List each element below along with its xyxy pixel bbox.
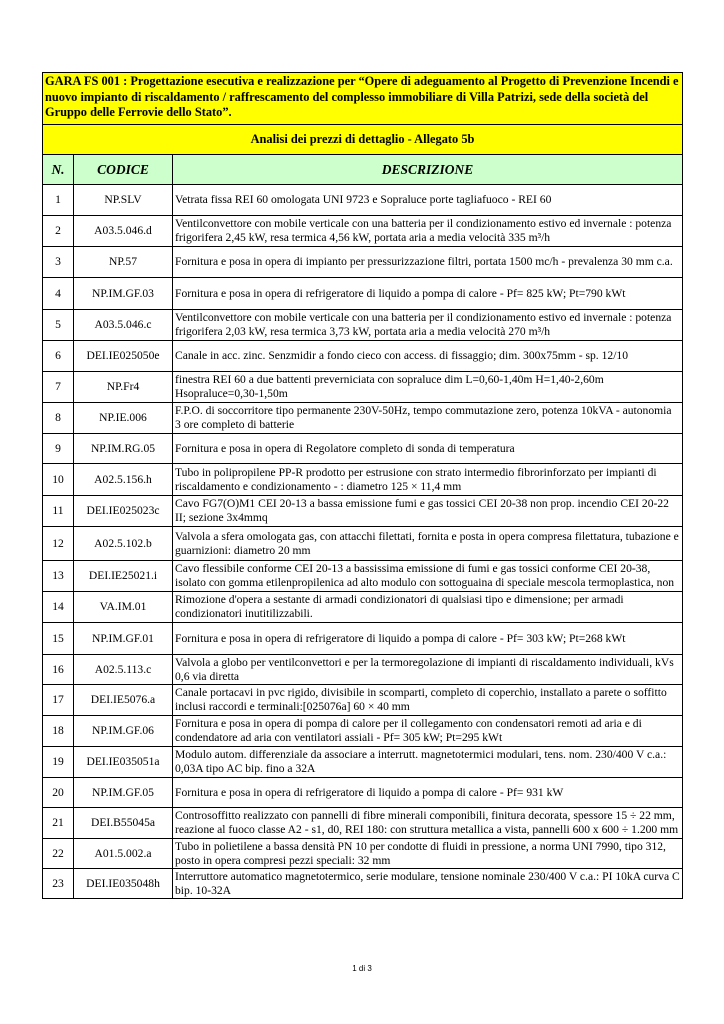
item-description: Cavo flessibile conforme CEI 20-13 a bassissima emissione di fumi e gas tossici conforme CEI 20-38, isolato con gomma etilenpropilenica ad alto modulo con sottoguaina di speciale mescola termoplastica, non xyxy=(173,561,683,592)
item-code: A02.5.113.c xyxy=(74,655,173,685)
item-description: Modulo autom. differenziale da associare a interrutt. magnetotermici modulari, tens. nom. 230/400 V c.a.: 0,03A tipo AC bip. fino a 32A xyxy=(173,747,683,778)
item-code: A02.5.102.b xyxy=(74,527,173,561)
item-code: DEI.IE035048h xyxy=(74,869,173,899)
document-title: GARA FS 001 : Progettazione esecutiva e realizzazione per “Opere di adeguamento al Progetto di Prevenzione Incendi e nuovo impianto di riscaldamento / raffrescamento del complesso immobiliare di Villa Patrizi, sede della società del Gruppo delle Ferrovie dello Stato”. xyxy=(43,73,683,125)
item-code: A03.5.046.d xyxy=(74,216,173,247)
table-row xyxy=(43,310,683,341)
row-number: 17 xyxy=(43,685,74,716)
table-row xyxy=(43,185,683,216)
item-description: Fornitura e posa in opera di refrigeratore di liquido a pompa di calore - Pf= 825 kW; Pt=790 kWt xyxy=(173,278,683,310)
row-number: 14 xyxy=(43,592,74,623)
row-number: 20 xyxy=(43,778,74,808)
table-row xyxy=(43,434,683,464)
row-number: 6 xyxy=(43,341,74,372)
item-code: DEI.IE025050e xyxy=(74,341,173,372)
row-number: 4 xyxy=(43,278,74,310)
table-row xyxy=(43,655,683,685)
row-number: 23 xyxy=(43,869,74,899)
item-code: VA.IM.01 xyxy=(74,592,173,623)
item-code: DEI.IE025023c xyxy=(74,496,173,527)
table-row xyxy=(43,623,683,655)
row-number: 7 xyxy=(43,372,74,403)
item-description: Controsoffitto realizzato con pannelli di fibre minerali componibili, finitura decorata, spessore 15 ÷ 22 mm, reazione al fuoco classe A2 - s1, d0, REI 180: con struttura metallica a vista, pannelli 600 x 600 ÷ 1.200 mm xyxy=(173,808,683,839)
item-code: NP.57 xyxy=(74,247,173,278)
item-code: A01.5.002.a xyxy=(74,839,173,869)
table-row xyxy=(43,561,683,592)
item-description: F.P.O. di soccorritore tipo permanente 230V-50Hz, tempo commutazione zero, potenza 10kVA - autonomia 3 ore completo di batterie xyxy=(173,403,683,434)
row-number: 2 xyxy=(43,216,74,247)
row-number: 15 xyxy=(43,623,74,655)
item-code: NP.IM.GF.06 xyxy=(74,716,173,747)
table-row xyxy=(43,496,683,527)
row-number: 10 xyxy=(43,464,74,496)
item-description: Cavo FG7(O)M1 CEI 20-13 a bassa emissione fumi e gas tossici CEI 20-38 non prop. incendio CEI 20-22 II; sezione 3x4mmq xyxy=(173,496,683,527)
row-number: 9 xyxy=(43,434,74,464)
row-number: 5 xyxy=(43,310,74,341)
row-number: 19 xyxy=(43,747,74,778)
item-description: Fornitura e posa in opera di refrigeratore di liquido a pompa di calore - Pf= 931 kW xyxy=(173,778,683,808)
item-code: NP.IM.GF.05 xyxy=(74,778,173,808)
price-analysis-table xyxy=(42,72,683,899)
item-code: A02.5.156.h xyxy=(74,464,173,496)
table-row xyxy=(43,592,683,623)
table-row xyxy=(43,278,683,310)
item-code: NP.IM.GF.03 xyxy=(74,278,173,310)
table-row xyxy=(43,747,683,778)
item-description: Fornitura e posa in opera di pompa di calore per il collegamento con condensatori remoti ad aria e di condendatore ad aria con ventilatori assiali - Pf= 305 kW; Pt=295 kWt xyxy=(173,716,683,747)
item-description: Vetrata fissa REI 60 omologata UNI 9723 e Sopraluce porte tagliafuoco - REI 60 xyxy=(173,185,683,216)
table-row xyxy=(43,403,683,434)
item-description: Interruttore automatico magnetotermico, serie modulare, tensione nominale 230/400 V c.a.: PI 10kA curva C bip. 10-32A xyxy=(173,869,683,899)
row-number: 8 xyxy=(43,403,74,434)
item-description: Fornitura e posa in opera di impianto per pressurizzazione filtri, portata 1500 mc/h - prevalenza 30 mm c.a. xyxy=(173,247,683,278)
table-row xyxy=(43,464,683,496)
item-description: Canale in acc. zinc. Senzmidir a fondo cieco con access. di fissaggio; dim. 300x75mm - sp. 12/10 xyxy=(173,341,683,372)
item-description: Canale portacavi in pvc rigido, divisibile in scomparti, completo di coperchio, installato a parete o soffitto inclusi raccordi e terminali:[025076a] 60 × 40 mm xyxy=(173,685,683,716)
item-description: Rimozione d'opera a sestante di armadi condizionatori di qualsiasi tipo e dimensione; per armadi condizionatori inutitilizzabili. xyxy=(173,592,683,623)
item-description: Valvola a globo per ventilconvettori e per la termoregolazione di impianti di riscaldamento individuali, kVs 0,6 via diretta xyxy=(173,655,683,685)
item-code: DEI.IE5076.a xyxy=(74,685,173,716)
item-code: NP.IM.RG.05 xyxy=(74,434,173,464)
table-row xyxy=(43,341,683,372)
table-row xyxy=(43,372,683,403)
item-description: Valvola a sfera omologata gas, con attacchi filettati, fornita e posta in opera compresa filettatura, tubazione e guarnizioni: diametro 20 mm xyxy=(173,527,683,561)
row-number: 1 xyxy=(43,185,74,216)
item-code: NP.IE.006 xyxy=(74,403,173,434)
column-header-number: N. xyxy=(43,155,74,185)
table-row xyxy=(43,216,683,247)
row-number: 22 xyxy=(43,839,74,869)
row-number: 13 xyxy=(43,561,74,592)
table-row xyxy=(43,839,683,869)
row-number: 21 xyxy=(43,808,74,839)
table-row xyxy=(43,527,683,561)
item-code: NP.Fr4 xyxy=(74,372,173,403)
table-row xyxy=(43,778,683,808)
column-header-code: CODICE xyxy=(74,155,173,185)
table-row xyxy=(43,247,683,278)
table-row xyxy=(43,716,683,747)
table-row xyxy=(43,869,683,899)
item-code: DEI.B55045a xyxy=(74,808,173,839)
item-code: DEI.IE25021.i xyxy=(74,561,173,592)
item-description: Tubo in polipropilene PP-R prodotto per estrusione con strato intermedio fibrorinforzato per impianti di riscaldamento e condizionamento - : diametro 125 × 11,4 mm xyxy=(173,464,683,496)
item-description: Fornitura e posa in opera di refrigeratore di liquido a pompa di calore - Pf= 303 kW; Pt=268 kWt xyxy=(173,623,683,655)
column-header-description: DESCRIZIONE xyxy=(173,155,683,185)
item-code: A03.5.046.c xyxy=(74,310,173,341)
table-row xyxy=(43,685,683,716)
item-description: finestra REI 60 a due battenti preverniciata con sopraluce dim L=0,60-1,40m H=1,40-2,60m Hsopraluce=0,30-1,50m xyxy=(173,372,683,403)
item-description: Tubo in polietilene a bassa densità PN 10 per condotte di fluidi in pressione, a norma UNI 7990, tipo 312, posto in opera compresi pezzi speciali: 32 mm xyxy=(173,839,683,869)
item-description: Ventilconvettore con mobile verticale con una batteria per il condizionamento estivo ed invernale : potenza frigorifera 2,03 kW, resa termica 3,73 kW, portata aria a media velocità 270 m³/h xyxy=(173,310,683,341)
item-code: NP.IM.GF.01 xyxy=(74,623,173,655)
row-number: 3 xyxy=(43,247,74,278)
item-description: Ventilconvettore con mobile verticale con una batteria per il condizionamento estivo ed invernale : potenza frigorifera 2,45 kW, resa termica 4,56 kW, portata aria a media velocità 335 m³/h xyxy=(173,216,683,247)
row-number: 18 xyxy=(43,716,74,747)
row-number: 16 xyxy=(43,655,74,685)
page-number: 1 di 3 xyxy=(352,964,372,973)
table-row xyxy=(43,808,683,839)
row-number: 11 xyxy=(43,496,74,527)
item-code: NP.SLV xyxy=(74,185,173,216)
row-number: 12 xyxy=(43,527,74,561)
document-subtitle: Analisi dei prezzi di dettaglio - Allegato 5b xyxy=(43,125,683,155)
item-code: DEI.IE035051a xyxy=(74,747,173,778)
item-description: Fornitura e posa in opera di Regolatore completo di sonda di temperatura xyxy=(173,434,683,464)
